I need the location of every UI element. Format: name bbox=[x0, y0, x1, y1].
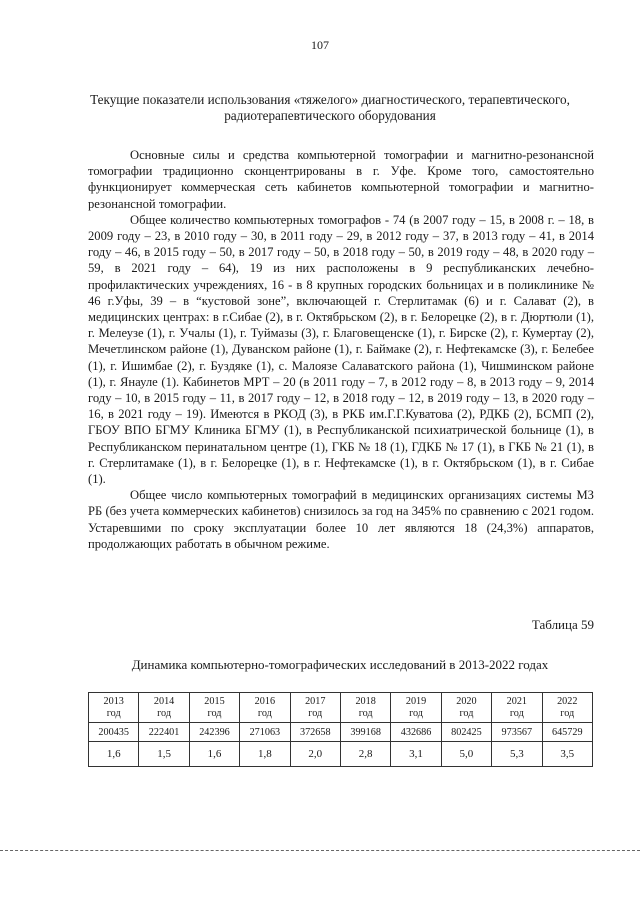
year-unit: год bbox=[207, 707, 222, 719]
ratio-cell: 2,8 bbox=[340, 742, 390, 767]
year-value: 2013 bbox=[103, 695, 124, 707]
table-row-ratios bbox=[89, 742, 593, 767]
year-value: 2019 bbox=[405, 695, 427, 707]
year-unit: год bbox=[509, 707, 524, 719]
ratio-cell: 1,6 bbox=[89, 742, 139, 767]
year-header-cell bbox=[89, 693, 139, 723]
paragraph: Общее количество компьютерных томографов - 74 (в 2007 году – 15, в 2008 г. – 18, в 2009 году – 23, в 2010 году – 30, в 2011 году – 29, в 2012 году – 37, в 2013 году – 41, в 2014 году – 46, в 2015 году – 50, в 2017 году – 50, в 2018 году – 50, в 2019 году – 48, в 2020 году – 59, в 2021 году – 64), 19 из них расположены в 9 республиканских лечебно-профилактических учреждениях, 16 - в 8 крупных городских больницах и в поликлинике № 46 г.Уфы, 39 – в “кустовой зоне”, включающей г. Стерлитамак (6) и г. Салават (2), в медицинских центрах: в г.Сибае (2), в г. Октябрьском (2), в г. Белорецке (2), в г. Дюртюли (1), г. Мелеузе (1), г. Учалы (1), г. Туймазы (3), г. Благовещенске (1), г. Бирске (2), г. Кумертау (2), Мечетлинском районе (1), Дуванском районе (1), г. Баймаке (2), г. Нефтекамске (3), г. Белебее (1), г. Ишимбае (2), г. Буздяке (1), с. Малоязе Салаватского района (1), Чишминском районе (1), г. Янауле (1). Кабинетов МРТ – 20 (в 2011 году – 7, в 2012 году – 8, в 2013 году – 9, 2014 году – 10, в 2015 году – 11, в 2017 году – 12, в 2018 году – 12, в 2019 году – 13, в 2020 году – 16, в 2021 году – 19). Имеются в РКОД (3), в РКБ им.Г.Г.Куватова (2), РДКБ (2), БСМП (2), ГБОУ ВПО БГМУ Клиника БГМУ (1), в Республиканской психиатрической больнице (1), в Республиканском перинатальном центре (1), ГКБ № 18 (1), ГДКБ № 17 (1), в ГКБ № 21 (1), в г. Стерлитамаке (1), в г. Белорецке (1), в г. Нефтекамске (1), в г. Октябрьском (1), в г. Сибае (1). bbox=[88, 212, 594, 487]
year-value: 2015 bbox=[204, 695, 225, 707]
ratio-cell: 3,5 bbox=[542, 742, 592, 767]
year-header-cell bbox=[139, 693, 189, 723]
ratio-cell: 1,5 bbox=[139, 742, 189, 767]
ct-dynamics-table bbox=[88, 692, 593, 767]
year-header-cell bbox=[542, 693, 592, 723]
paragraph: Общее число компьютерных томографий в медицинских организациях системы МЗ РБ (без учета коммерческих кабинетов) снизилось за год на 345% по сравнению с 2021 годом. Устаревшими по сроку эксплуатации более 10 лет являются 18 (24,3%) аппаратов, продолжающих работать в обычном режиме. bbox=[88, 488, 594, 551]
count-cell: 372658 bbox=[290, 723, 340, 742]
ratio-cell: 1,6 bbox=[189, 742, 239, 767]
ratio-cell: 2,0 bbox=[290, 742, 340, 767]
year-header-cell bbox=[492, 693, 542, 723]
paragraph: Основные силы и средства компьютерной томографии и магнитно-резонансной томографии традиционно сконцентрированы в г. Уфе. Кроме того, самостоятельно функционирует коммерческая сеть кабинетов компьютерной томографии и магнитно-резонансной томографии. bbox=[88, 148, 594, 211]
year-header-cell bbox=[240, 693, 290, 723]
year-value: 2017 bbox=[305, 695, 326, 707]
year-unit: год bbox=[560, 707, 575, 719]
table-label: Таблица 59 bbox=[531, 617, 594, 632]
year-header-cell bbox=[340, 693, 390, 723]
year-unit: год bbox=[308, 707, 323, 719]
year-value: 2022 bbox=[557, 695, 578, 707]
page-divider bbox=[0, 850, 640, 851]
year-value: 2016 bbox=[254, 695, 276, 707]
year-unit: год bbox=[157, 707, 172, 719]
year-header-cell bbox=[290, 693, 340, 723]
year-unit: год bbox=[106, 707, 121, 719]
count-cell: 200435 bbox=[89, 723, 139, 742]
body-text bbox=[88, 147, 594, 552]
count-cell: 222401 bbox=[139, 723, 189, 742]
table-title: Динамика компьютерно-томографических исследований в 2013-2022 годах bbox=[131, 657, 549, 672]
year-unit: год bbox=[459, 707, 474, 719]
table-header-row bbox=[89, 693, 593, 723]
count-cell: 271063 bbox=[240, 723, 290, 742]
count-cell: 973567 bbox=[492, 723, 542, 742]
count-cell: 802425 bbox=[441, 723, 491, 742]
year-header-cell bbox=[441, 693, 491, 723]
year-unit: год bbox=[257, 707, 272, 719]
count-cell: 242396 bbox=[189, 723, 239, 742]
year-unit: год bbox=[409, 707, 423, 719]
year-unit: год bbox=[358, 707, 373, 719]
year-value: 2014 bbox=[153, 695, 175, 707]
ratio-cell: 3,1 bbox=[391, 742, 441, 767]
ratio-cell: 1,8 bbox=[240, 742, 290, 767]
section-heading: Текущие показатели использования «тяжелого» диагностического, терапевтического, радиотерапевтического оборудования bbox=[90, 92, 570, 123]
page-number: 107 bbox=[311, 38, 329, 52]
count-cell: 645729 bbox=[542, 723, 592, 742]
table-row-counts bbox=[89, 723, 593, 742]
year-value: 2021 bbox=[506, 695, 527, 707]
ratio-cell: 5,3 bbox=[492, 742, 542, 767]
year-header-cell bbox=[391, 693, 441, 723]
count-cell: 432686 bbox=[391, 723, 441, 742]
ratio-cell: 5,0 bbox=[441, 742, 491, 767]
year-value: 2020 bbox=[456, 695, 477, 707]
year-value: 2018 bbox=[355, 695, 376, 707]
year-header-cell bbox=[189, 693, 239, 723]
count-cell: 399168 bbox=[340, 723, 390, 742]
